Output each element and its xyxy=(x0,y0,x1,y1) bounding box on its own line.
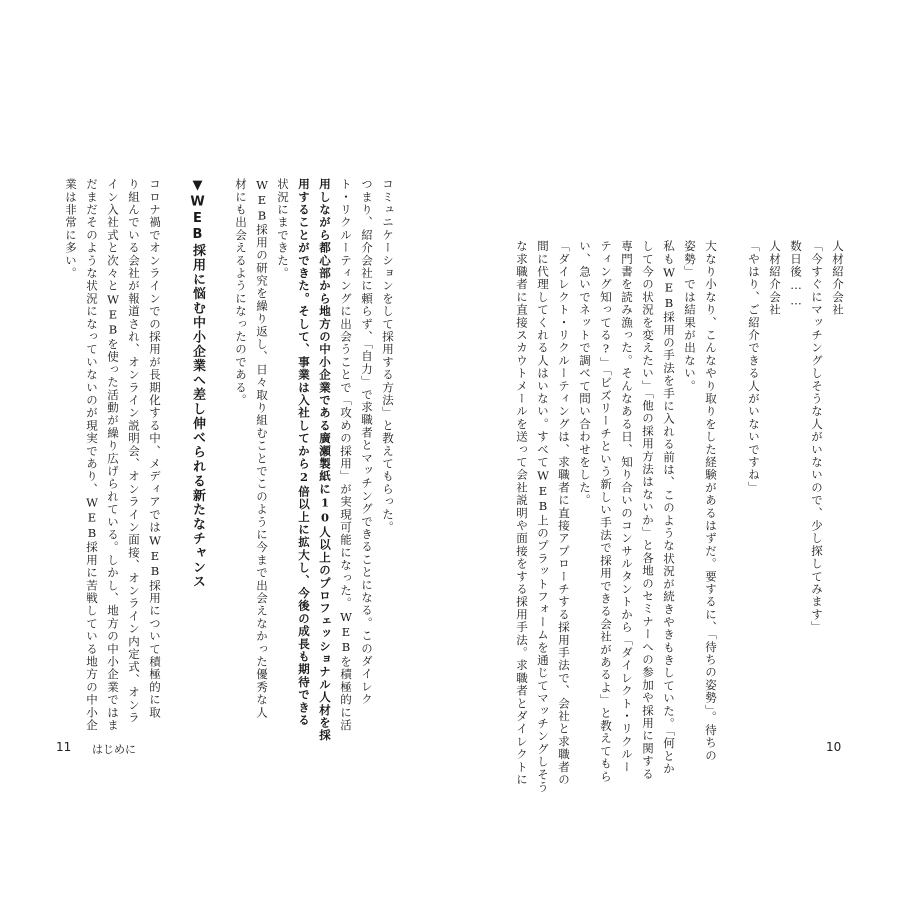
text-line: ト・リクルーティングに出会うことで「攻めの採用」が実現可能になった。WEBを積極的に活 xyxy=(339,178,353,732)
text-line: 「ダイレクト・リクルーティングは、求職者に直接アプローチする採用手法で、会社と求職者の xyxy=(557,240,571,787)
text-line: コミュニケーションをして採用する方法」と教えてもらった。 xyxy=(381,178,395,534)
text-line: 大なり小なり、こんなやり取りをした経験があるはずだ。要するに、「待ちの姿勢」。待ちの xyxy=(704,240,718,762)
text-line-emphasis: 用することができた。そして、事業は入社してから2倍以上に拡大し、今後の成長も期待できる xyxy=(297,178,311,727)
text-line: 業は非常に多い。 xyxy=(64,178,78,280)
text-line: 私もWEB採用の手法を手に入れる前は、このような状況が続きやきもきしていた。「何とか xyxy=(662,240,676,776)
page-number-right: 10 xyxy=(826,740,842,754)
section-heading: ▼WEB採用に悩む中小企業へ差し伸べられる新たなチャンス xyxy=(190,178,205,590)
text-line: 間に代理してくれる人はいない。すべてWEB上のプラットフォームを通じてマッチングしそう xyxy=(536,240,550,794)
text-line-emphasis: 用しながら都心部から地方の中小企業である廣瀬製紙に10人以上のプロフェッショナル人材を採 xyxy=(318,178,332,742)
blank-line xyxy=(211,178,227,710)
text-line: 人材紹介会社 xyxy=(768,240,782,317)
text-line: 材にも出会えるようになったのである。 xyxy=(234,178,248,407)
left-page-body xyxy=(55,178,395,742)
text-line: 「やはり、ご紹介できる人がいないですね」 xyxy=(747,240,761,494)
text-line: な求職者に直接スカウトメールを送って会社説明や面接をする採用手法。求職者とダイレクトに xyxy=(515,240,529,787)
blank-line xyxy=(168,178,184,710)
running-head: はじめに xyxy=(92,743,136,756)
text-line: WEB採用の研究を繰り返し、日々取り組むことでこのように今まで出会えなかった優秀な人 xyxy=(255,178,269,719)
text-line: イン入社式と次々とWEBを使った活動が繰り広げられている。しかし、地方の中小企業ではま xyxy=(106,178,120,732)
blank-line xyxy=(724,240,740,710)
text-line: 人材紹介会社 xyxy=(831,240,845,317)
text-line: り組んでいる会社が報道され、オンライン説明会、オンライン面接、オンライン内定式、オンラ xyxy=(127,178,141,725)
text-line: つまり、紹介会社に頼らず、「自力」で求職者とマッチングできることになる。このダイレク xyxy=(360,178,374,706)
text-line: 「今すぐにマッチングしそうな人がいないので、少し探してみます」 xyxy=(810,240,824,634)
text-line: 専門書を読み漁った。そんなある日、知り合いのコンサルタントから「ダイレクト・リクルー xyxy=(620,240,634,774)
text-line: い、急いでネットで調べて問い合わせをした。 xyxy=(578,240,592,507)
text-line: 姿勢」では結果が出ない。 xyxy=(683,240,697,393)
text-line: ティング知ってる?」「ビズリーチという新しい手法で採用できる会社があるよ」と教えてもら xyxy=(599,240,613,783)
text-line: して今の状況を変えたい」「他の採用方法はないか」と各地のセミナーへの参加や採用に関する xyxy=(641,240,655,781)
text-line: だまだそのような状況になっていないのが現実であり、WEB採用に苦戦している地方の中小企 xyxy=(85,178,99,732)
page-number-left: 11 xyxy=(56,740,72,754)
text-line: コロナ禍でオンラインでの採用が長期化する中、メディアではWEB採用について積極的に取 xyxy=(148,178,162,719)
text-line: 数日後…… xyxy=(789,240,803,309)
text-line: 状況にまできた。 xyxy=(276,178,290,280)
